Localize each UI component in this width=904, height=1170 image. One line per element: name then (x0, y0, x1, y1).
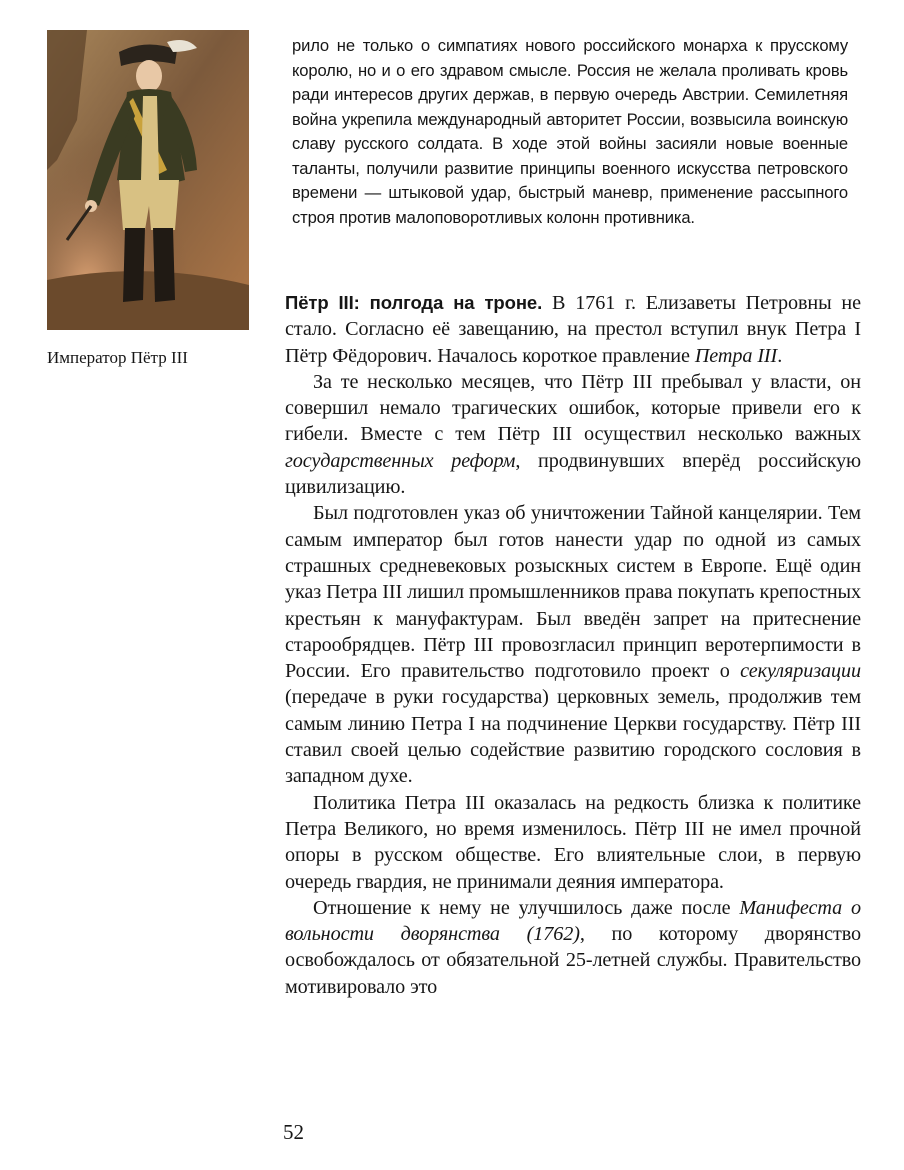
section-intro-end: . (777, 344, 783, 367)
section-intro-term: Петра III (694, 344, 778, 367)
section-heading: Пётр III: полгода на троне. (285, 292, 543, 313)
paragraph-policy: Политика Петра III оказалась на редкость близка к политике Петра Великого, но время изменилось. Пётр III не имел прочной опоры в русском обществе. Его влиятельные слои, в первую очередь гвардия, не принимали деяния императора. (285, 791, 861, 893)
section-intro-paragraph (285, 290, 861, 369)
paragraph-reforms (285, 369, 861, 500)
paragraph-decrees-term: секуляризации (740, 660, 861, 683)
paragraph-reforms-text-b: , продвинувших вперёд российскую цивилизацию. (285, 449, 862, 499)
paragraph-manifesto (285, 895, 861, 1000)
paragraph-decrees (285, 500, 861, 789)
top-paragraph: рило не только о симпатиях нового российского монарха к прусскому королю, но и о его здравом смысле. Россия не желала проливать кровь ради интересов других держав, в первую очередь Австрии. Семилетняя война укрепила международный авторитет России, возвысила воинскую славу русского солдата. В ходе этой войны засияли новые военные таланты, получили развитие принципы военного искусства петровского времени — штыковой удар, быстрый маневр, применение рассыпного строя против малоповоротливых колонн противника. (292, 36, 848, 227)
paragraph-reforms-term: государственных реформ (285, 449, 516, 472)
paragraph-decrees-text-b: (передаче в руки государства) церковных земель, продолжив тем самым линию Петра I на подчинение Церкви государству. Пётр III ставил своей целью содействие развитию городского сословия в западном духе. (285, 686, 861, 788)
paragraph-decrees-text-a: Был подготовлен указ об уничтожении Тайной канцелярии. Тем самым император был готов нанести удар по одной из самых страшных средневековых розыскных систем в Европе. Ещё один указ Петра III лишил промышленников права покупать крепостных крестьян к мануфактурам. Был введён запрет на притеснение старообрядцев. Пётр III провозгласил принцип веротерпимости в России. Его правительство подготовило проект о (285, 502, 861, 683)
portrait-of-peter-iii-image (47, 30, 249, 330)
main-text (285, 290, 861, 1000)
page-number: 52 (283, 1120, 304, 1144)
figure-caption: Император Пётр III (47, 348, 188, 367)
paragraph-manifesto-text-a: Отношение к нему не улучшилось даже после (313, 896, 740, 919)
section-intro-text: В 1761 г. Елизаветы Петровны не стало. Согласно её завещанию, на престол вступил внук Петра I Пётр Фёдорович. Началось короткое правление (285, 292, 861, 367)
portrait-of-peter-iii-icon (47, 30, 249, 330)
paragraph-manifesto-text-b: , по которому дворянство освобождалось от обязательной 25-летней службы. Правительство мотивировало это (285, 923, 861, 998)
paragraph-reforms-text-a: За те несколько месяцев, что Пётр III пребывал у власти, он совершил немало трагических ошибок, которые привели его к гибели. Вместе с тем Пётр III осуществил несколько важных (285, 370, 861, 446)
paragraph-manifesto-term: Манифеста о вольности дворянства (1762) (285, 896, 861, 946)
